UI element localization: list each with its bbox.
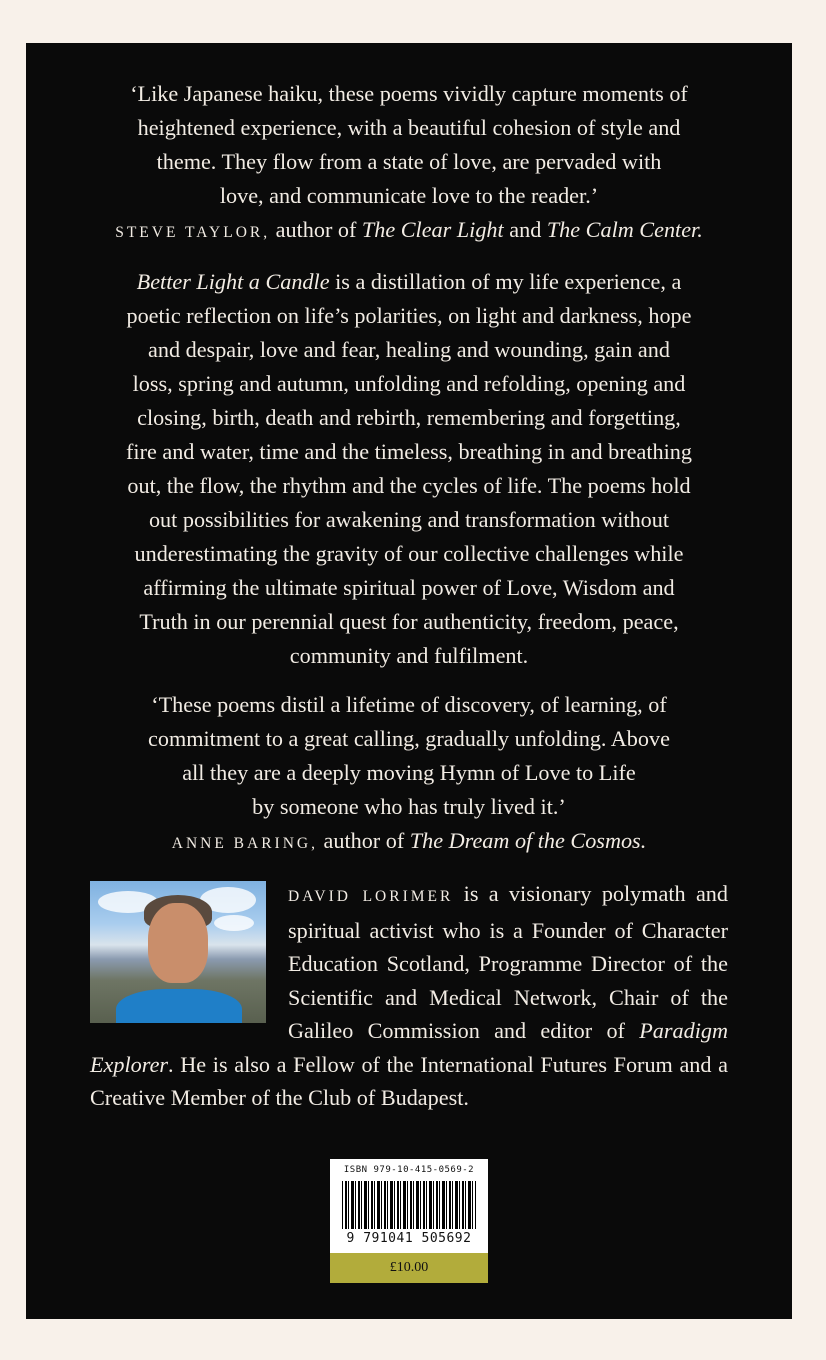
blurb-line: loss, spring and autumn, unfolding and refolding, opening and	[132, 371, 686, 396]
author-name: DAVID LORIMER	[288, 888, 454, 905]
price-tag: £10.00	[330, 1253, 488, 1283]
blurb-line: and despair, love and fear, healing and wounding, gain and	[148, 337, 670, 362]
blurb-line: underestimating the gravity of our collective challenges while	[134, 541, 684, 566]
blurb-line: closing, birth, death and rebirth, remembering and forgetting,	[137, 405, 681, 430]
barcode-panel	[330, 1159, 488, 1253]
book-title: The Calm Center.	[546, 217, 703, 242]
back-cover	[26, 43, 792, 1319]
blurb-line: poetic reflection on life’s polarities, on light and darkness, hope	[126, 303, 692, 328]
book-title: The Clear Light	[361, 217, 504, 242]
barcode-label	[330, 1159, 488, 1283]
quote-anne-baring	[86, 688, 732, 861]
quote-line: ‘Like Japanese haiku, these poems vividly capture moments of	[130, 81, 688, 106]
attribution-prefix: author of	[317, 828, 410, 853]
blurb-line: out, the flow, the rhythm and the cycles of life. The poems hold	[127, 473, 691, 498]
blurb-line: affirming the ultimate spiritual power of Love, Wisdom and	[143, 575, 675, 600]
quote-line: theme. They flow from a state of love, are pervaded with	[156, 149, 662, 174]
blurb-line: Truth in our perennial quest for authenticity, freedom, peace,	[139, 609, 679, 634]
book-title: Better Light a Candle	[136, 269, 330, 294]
author-name: STEVE TAYLOR,	[115, 224, 271, 241]
quote-line: commitment to a great calling, gradually unfolding. Above	[148, 726, 670, 751]
quote-line: love, and communicate love to the reader.’	[219, 183, 599, 208]
author-name: ANNE BARING,	[171, 835, 318, 852]
quote-line: heightened experience, with a beautiful cohesion of style and	[137, 115, 681, 140]
blurb-line: Better Light a Candle is a distillation of my life experience, a	[136, 269, 682, 294]
blurb-line: out possibilities for awakening and transformation without	[148, 507, 670, 532]
bio-text: . He is also a Fellow of the International Futures Forum and a Creative Member of the Club of Budapest.	[90, 1051, 728, 1110]
isbn-label: ISBN 979-10-415-0569-2	[343, 1165, 475, 1175]
blurb-line: community and fulfilment.	[289, 643, 529, 668]
author-bio	[90, 877, 728, 1115]
quote-steve-taylor	[86, 77, 732, 250]
book-description	[86, 265, 732, 673]
blurb-line: fire and water, time and the timeless, breathing in and breathing	[126, 439, 692, 464]
attribution-and: and	[503, 217, 547, 242]
attribution-prefix: author of	[270, 217, 362, 242]
quote-line: by someone who has truly lived it.’	[252, 794, 566, 819]
barcode-number: 9 791041 505692	[346, 1231, 472, 1246]
magazine-title: Paradigm Explorer	[90, 1018, 728, 1077]
author-photo	[90, 881, 266, 1023]
barcode-icon	[342, 1181, 476, 1229]
quote-attribution	[86, 213, 732, 250]
bio-text: is a visionary polymath and spiritual activist who is a Founder of Character Education Scotland, Programme Director of the Scientific and Medical Network, Chair of the Galileo Commission and editor of	[288, 881, 728, 1043]
quote-line: all they are a deeply moving Hymn of Love to Life	[182, 760, 636, 785]
book-title: The Dream of the Cosmos.	[409, 828, 647, 853]
quote-attribution	[86, 824, 732, 861]
quote-line: ‘These poems distil a lifetime of discovery, of learning, of	[151, 692, 667, 717]
